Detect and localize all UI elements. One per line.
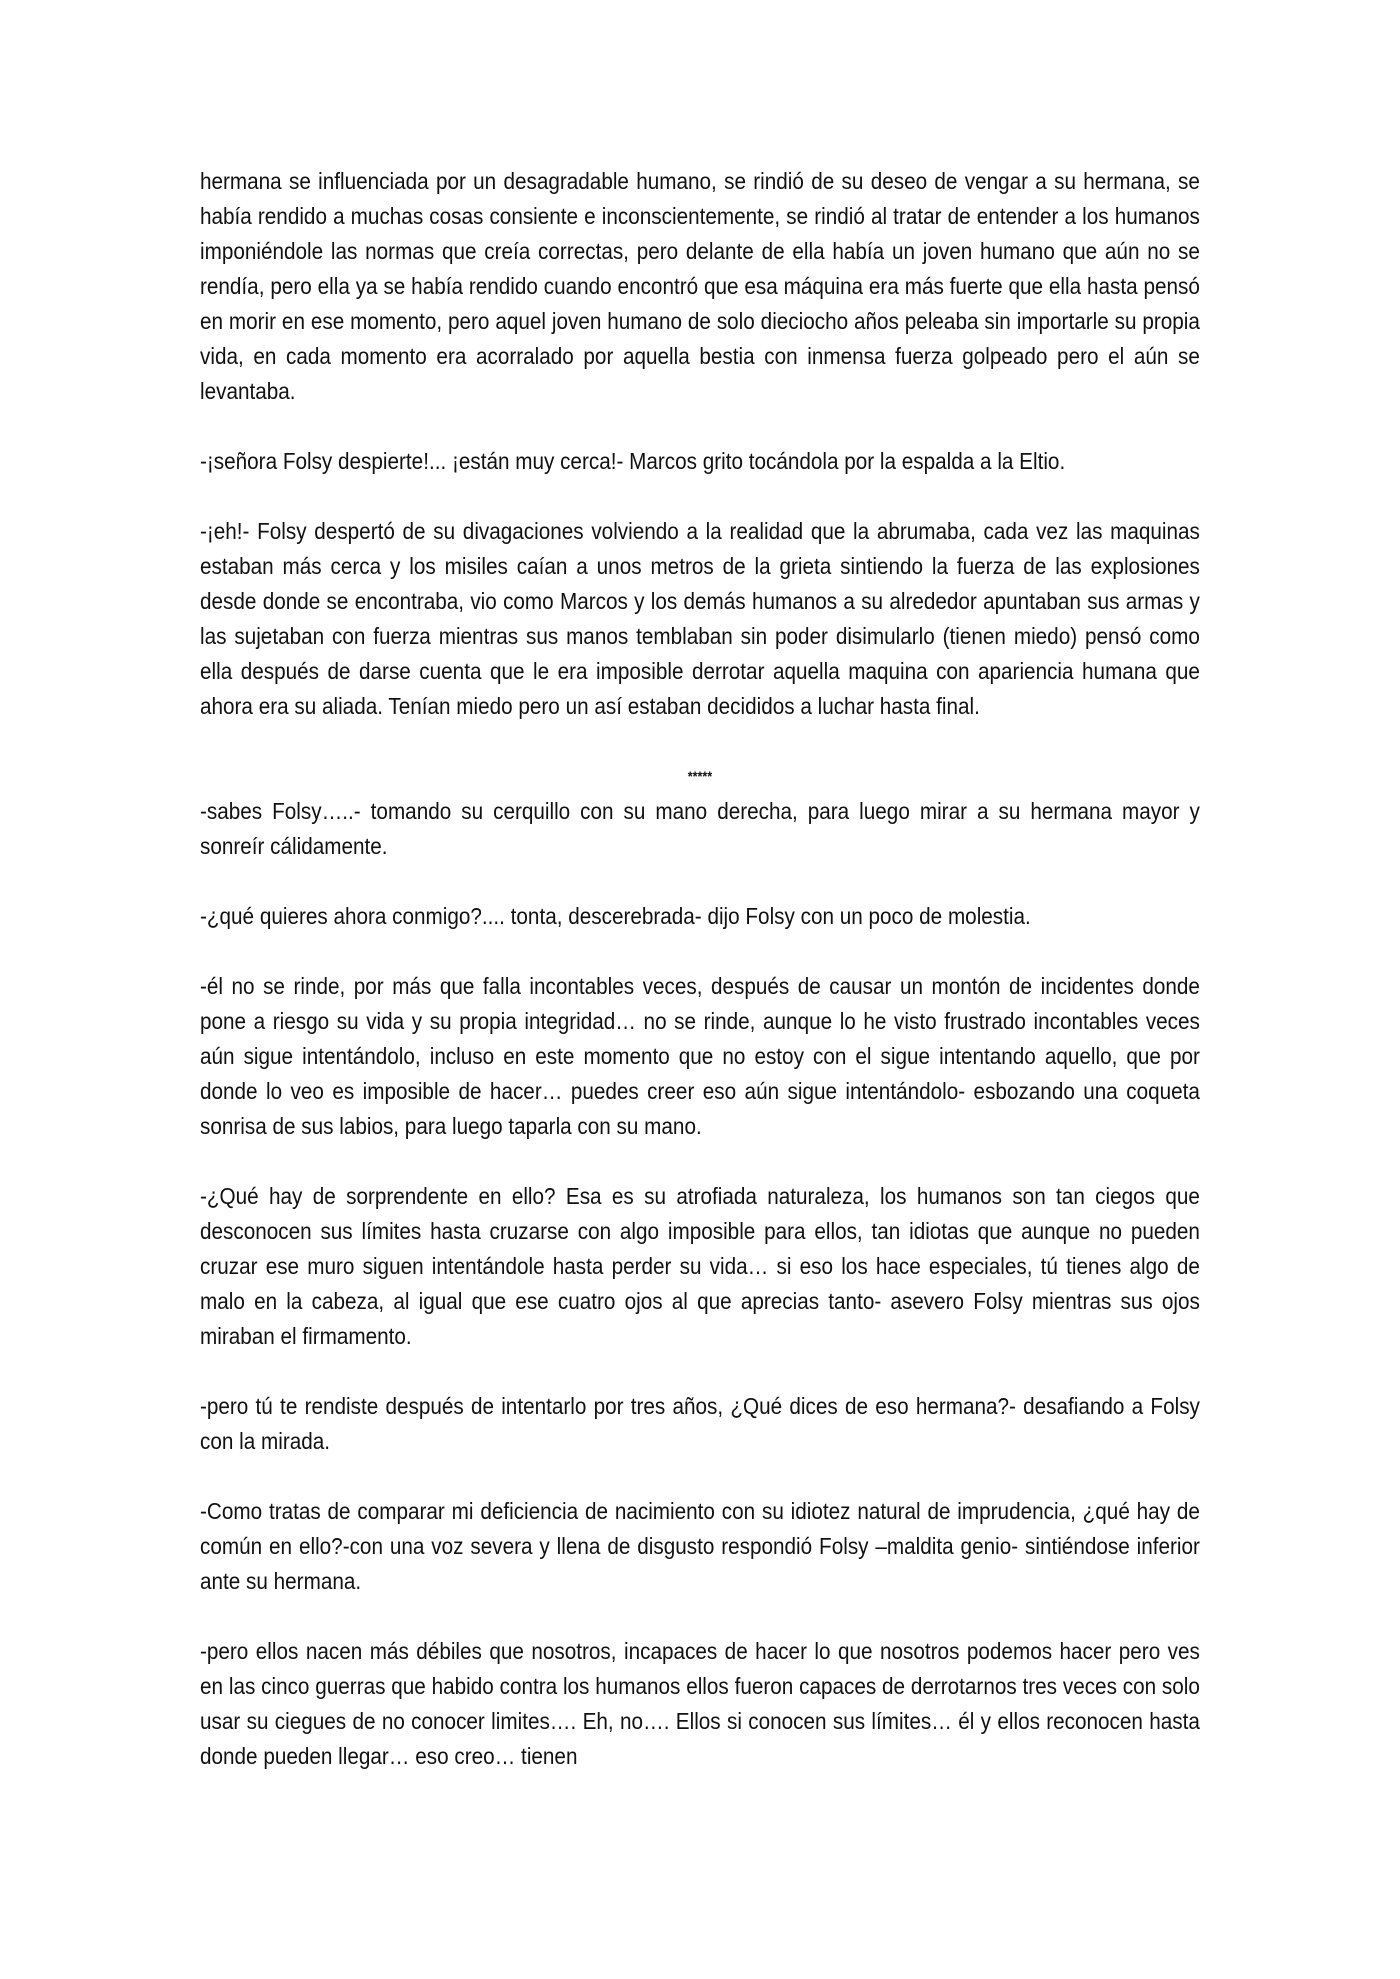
paragraph: -pero tú te rendiste después de intentarlo por tres años, ¿Qué dices de eso hermana?- desafiando a Folsy con la mirada. [200,1393,1200,1454]
paragraph: hermana se influenciada por un desagradable humano, se rindió de su deseo de vengar a su hermana, se había rendido a muchas cosas consiente e inconscientemente, se rindió al tratar de entender a los humanos imponiéndole las normas que creía correctas, pero delante de ella había un joven humano que aún no se rendía, pero ella ya se había rendido cuando encontró que esa máquina era más fuerte que ella hasta pensó en morir en ese momento, pero aquel joven humano de solo dieciocho años peleaba sin importarle su propia vida, en cada momento era acorralado por aquella bestia con inmensa fuerza golpeado pero el aún se levantaba. [200,168,1200,404]
paragraph: -Como tratas de comparar mi deficiencia de nacimiento con su idiotez natural de imprudencia, ¿qué hay de común en ello?-con una voz severa y llena de disgusto respondió Folsy –maldita genio- sintiéndose inferior ante su hermana. [200,1498,1200,1594]
scene-separator: ***** [687,768,713,784]
paragraph: -¿qué quieres ahora conmigo?.... tonta, descerebrada- dijo Folsy con un poco de molestia. [200,903,1031,929]
document-body [200,164,1200,1809]
paragraph: -¡eh!- Folsy despertó de su divagaciones volviendo a la realidad que la abrumaba, cada vez las maquinas estaban más cerca y los misiles caían a unos metros de la grieta sintiendo la fuerza de las explosiones desde donde se encontraba, vio como Marcos y los demás humanos a su alrededor apuntaban sus armas y las sujetaban con fuerza mientras sus manos temblaban sin poder disimularlo (tienen miedo) pensó como ella después de darse cuenta que le era imposible derrotar aquella maquina con apariencia humana que ahora era su aliada. Tenían miedo pero un así estaban decididos a luchar hasta final. [200,518,1200,719]
paragraph: -¿Qué hay de sorprendente en ello? Esa es su atrofiada naturaleza, los humanos son tan ciegos que desconocen sus límites hasta cruzarse con algo imposible para ellos, tan idiotas que aunque no pueden cruzar ese muro siguen intentándole hasta perder su vida… si eso los hace especiales, tú tienes algo de malo en la cabeza, al igual que ese cuatro ojos al que aprecias tanto- asevero Folsy mientras sus ojos miraban el firmamento. [200,1183,1200,1349]
paragraph: -sabes Folsy…..- tomando su cerquillo con su mano derecha, para luego mirar a su hermana mayor y sonreír cálidamente. [200,798,1200,859]
paragraph: -él no se rinde, por más que falla incontables veces, después de causar un montón de incidentes donde pone a riesgo su vida y su propia integridad… no se rinde, aunque lo he visto frustrado incontables veces aún sigue intentándolo, incluso en este momento que no estoy con el sigue intentando aquello, que por donde lo veo es imposible de hacer… puedes creer eso aún sigue intentándolo- esbozando una coqueta sonrisa de sus labios, para luego taparla con su mano. [200,973,1200,1139]
paragraph: -pero ellos nacen más débiles que nosotros, incapaces de hacer lo que nosotros podemos hacer pero ves en las cinco guerras que habido contra los humanos ellos fueron capaces de derrotarnos tres veces con solo usar su ciegues de no conocer limites…. Eh, no…. Ellos si conocen sus límites… él y ellos reconocen hasta donde pueden llegar… eso creo… tienen [200,1638,1200,1769]
paragraph: -¡señora Folsy despierte!... ¡están muy cerca!- Marcos grito tocándola por la espalda a la Eltio. [200,448,1066,474]
